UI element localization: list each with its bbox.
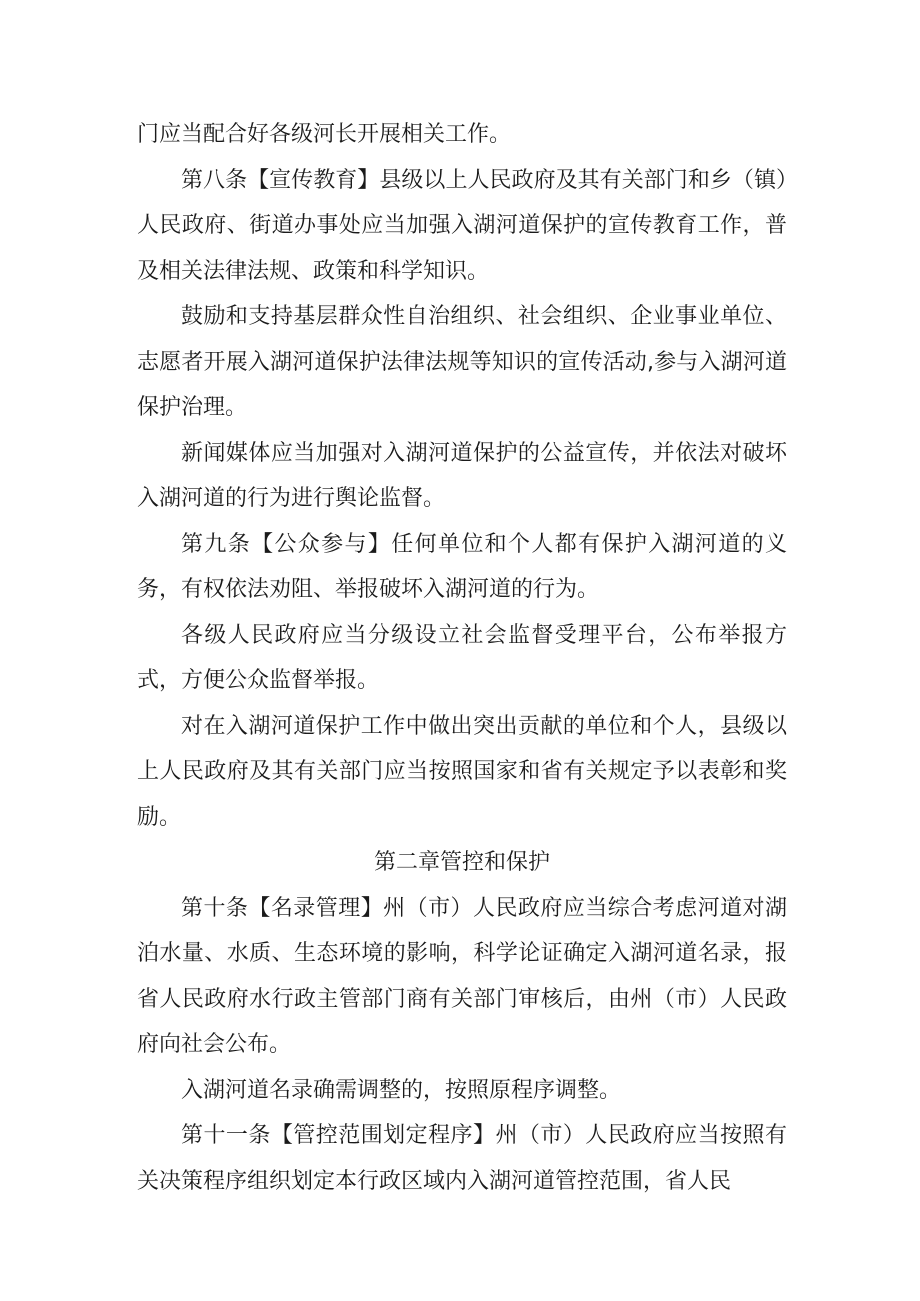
paragraph-commendation: 对在入湖河道保护工作中做出突出贡献的单位和个人，县级以上人民政府及其有关部门应当按照国家和省有关规定予以表彰和奖励。 bbox=[137, 713, 787, 830]
paragraph-article-11: 第十一条【管控范围划定程序】州（市）人民政府应当按照有关决策程序组织划定本行政区域内入湖河道管控范围，省人民 bbox=[137, 1123, 787, 1194]
document-body bbox=[137, 112, 787, 1204]
paragraph-list-adjustment: 入湖河道名录确需调整的，按照原程序调整。 bbox=[181, 1077, 622, 1103]
paragraph-article-10: 第十条【名录管理】州（市）人民政府应当综合考虑河道对湖泊水量、水质、生态环境的影响，科学论证确定入湖河道名录，报省人民政府水行政主管部门商有关部门审核后，由州（市）人民政府向社会公布。 bbox=[137, 895, 787, 1057]
paragraph-article-9: 第九条【公众参与】任何单位和个人都有保护入湖河道的义务，有权依法劝阻、举报破坏入湖河道的行为。 bbox=[137, 531, 787, 602]
chapter-heading: 第二章管控和保护 bbox=[373, 850, 550, 875]
paragraph-supervision-platform: 各级人民政府应当分级设立社会监督受理平台，公布举报方式，方便公众监督举报。 bbox=[137, 622, 787, 693]
paragraph-encourage-support: 鼓励和支持基层群众性自治组织、社会组织、企业事业单位、志愿者开展入湖河道保护法律法规等知识的宣传活动,参与入湖河道保护治理。 bbox=[137, 304, 787, 420]
paragraph-news-media: 新闻媒体应当加强对入湖河道保护的公益宣传，并依法对破坏入湖河道的行为进行舆论监督。 bbox=[137, 440, 787, 511]
paragraph-continuation: 门应当配合好各级河长开展相关工作。 bbox=[137, 122, 512, 147]
paragraph-article-8: 第八条【宣传教育】县级以上人民政府及其有关部门和乡（镇）人民政府、街道办事处应当加强入湖河道保护的宣传教育工作，普及相关法律法规、政策和科学知识。 bbox=[137, 167, 787, 284]
